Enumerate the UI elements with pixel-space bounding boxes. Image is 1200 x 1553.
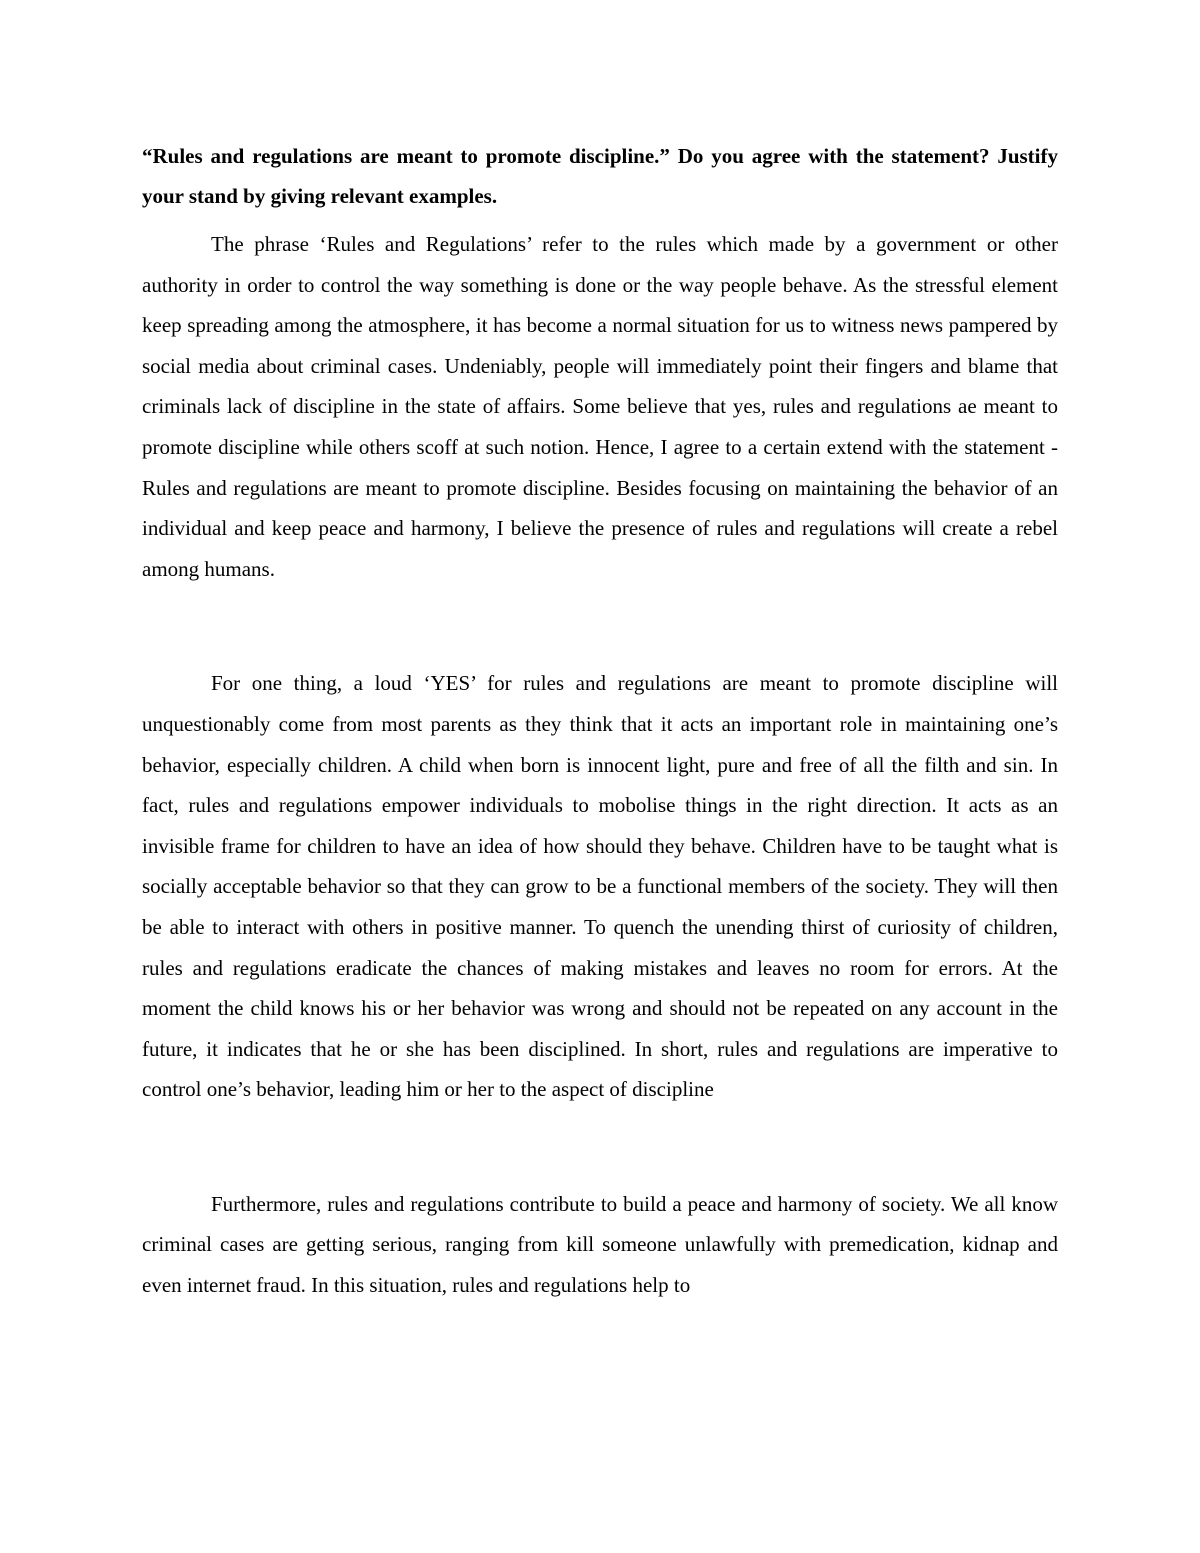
document-body: [142, 136, 1058, 1306]
essay-question: “Rules and regulations are meant to promote discipline.” Do you agree with the statement? Justify your stand by giving relevant examples.: [142, 144, 1058, 208]
paragraph-body-1: For one thing, a loud ‘YES’ for rules and regulations are meant to promote discipline will unquestionably come from most parents as they think that it acts an important role in maintaining one’s behavior, especially children. A child when born is innocent light, pure and free of all the filth and sin. In fact, rules and regulations empower individuals to mobolise things in the right direction. It acts as an invisible frame for children to have an idea of how should they behave. Children have to be taught what is socially acceptable behavior so that they can grow to be a functional members of the society. They will then be able to interact with others in positive manner. To quench the unending thirst of curiosity of children, rules and regulations eradicate the chances of making mistakes and leaves no room for errors. At the moment the child knows his or her behavior was wrong and should not be repeated on any account in the future, it indicates that he or she has been disciplined. In short, rules and regulations are imperative to control one’s behavior, leading him or her to the aspect of discipline: [142, 671, 1058, 1102]
paragraph-spacer: [142, 589, 1058, 663]
paragraph-introduction: The phrase ‘Rules and Regulations’ refer to the rules which made by a government or other authority in order to control the way something is done or the way people behave. As the stressful element keep spreading among the atmosphere, it has become a normal situation for us to witness news pampered by social media about criminal cases. Undeniably, people will immediately point their fingers and blame that criminals lack of discipline in the state of affairs. Some believe that yes, rules and regulations ae meant to promote discipline while others scoff at such notion. Hence, I agree to a certain extend with the statement - Rules and regulations are meant to promote discipline. Besides focusing on maintaining the behavior of an individual and keep peace and harmony, I believe the presence of rules and regulations will create a rebel among humans.: [142, 232, 1058, 581]
paragraph-body-2: Furthermore, rules and regulations contribute to build a peace and harmony of society. We all know criminal cases are getting serious, ranging from kill someone unlawfully with premedication, kidnap and even internet fraud. In this situation, rules and regulations help to: [142, 1191, 1058, 1298]
paragraph-spacer: [142, 1110, 1058, 1184]
